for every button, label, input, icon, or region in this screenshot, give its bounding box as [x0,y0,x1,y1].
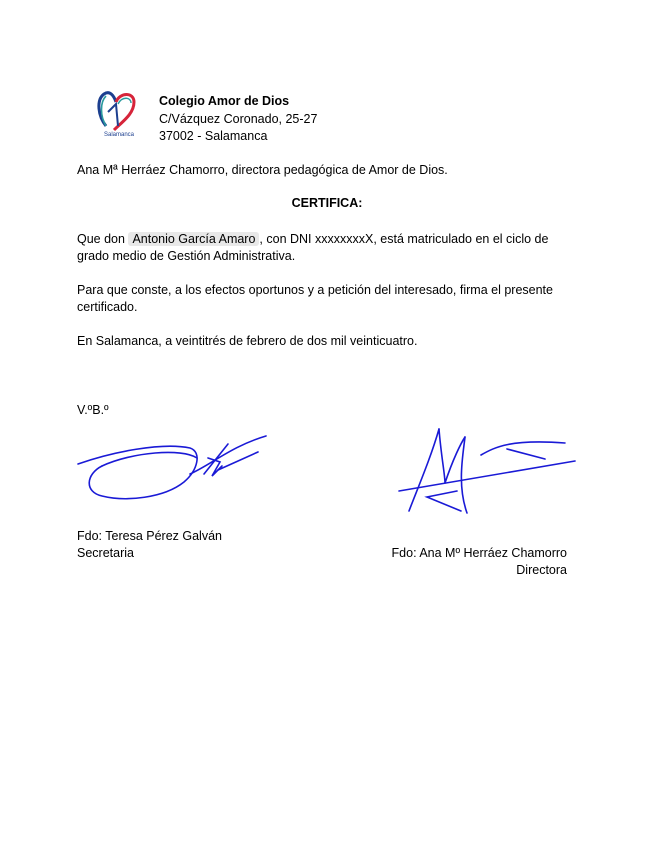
school-address [159,111,317,145]
right-signature [395,425,585,520]
left-signer-role: Secretaria [77,546,134,560]
intro-line: Ana Mª Herráez Chamorro, directora pedagógica de Amor de Dios. [77,163,448,177]
school-logo [94,86,140,138]
left-signer-name: Fdo: Teresa Pérez Galván [77,529,222,543]
logo-label: Salamanca [104,132,135,138]
vobo-label: V.ºB.º [77,403,109,417]
right-signer-role: Directora [516,563,567,577]
left-signature [72,430,272,510]
paragraph-enrollment [77,231,577,265]
paragraph-date: En Salamanca, a veintitrés de febrero de dos mil veinticuatro. [77,334,418,348]
address-city: 37002 - Salamanca [159,129,268,143]
paragraph-purpose: Para que conste, a los efectos oportunos y a petición del interesado, firma el presente certificado. [77,283,553,314]
right-signer-name: Fdo: Ana Mº Herráez Chamorro [391,546,567,560]
paragraph-suffix: , con DNI xxxxxxxxX, está matriculado en el ciclo de grado medio de Gestión Administrativa. [77,232,549,263]
certifica-heading: CERTIFICA: [291,196,363,210]
student-name-field[interactable]: Antonio García Amaro [128,232,259,246]
address-street: C/Vázquez Coronado, 25-27 [159,112,318,126]
paragraph-prefix: Que don [77,232,129,246]
school-name: Colegio Amor de Dios [159,94,290,108]
